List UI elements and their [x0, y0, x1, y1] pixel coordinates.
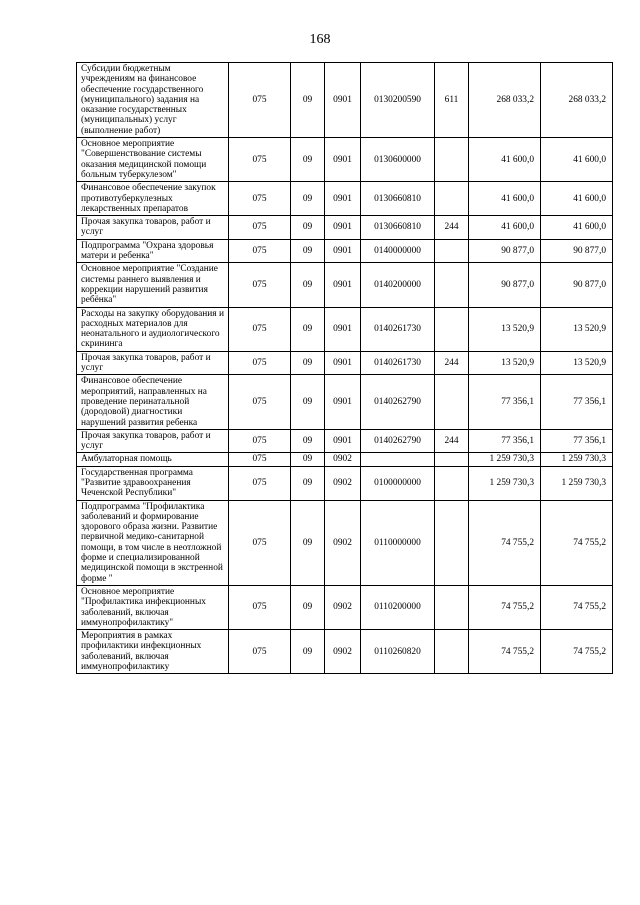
cell-sum-1: 90 877,0: [469, 263, 541, 307]
cell-section: 09: [291, 500, 325, 585]
cell-sum-2: 77 356,1: [541, 429, 613, 453]
cell-section: 09: [291, 138, 325, 182]
cell-ministry: 075: [229, 263, 291, 307]
cell-vr: [435, 138, 469, 182]
cell-subsection: 0902: [325, 630, 361, 674]
cell-target: 0110200000: [361, 585, 435, 629]
table-row: [77, 375, 613, 429]
cell-sum-1: 13 520,9: [469, 307, 541, 351]
cell-target: 0130660810: [361, 182, 435, 216]
cell-sum-1: 1 259 730,3: [469, 453, 541, 466]
cell-target: 0140261730: [361, 351, 435, 375]
cell-subsection: 0902: [325, 466, 361, 500]
cell-sum-2: 41 600,0: [541, 182, 613, 216]
cell-section: 09: [291, 375, 325, 429]
cell-section: 09: [291, 630, 325, 674]
cell-ministry: 075: [229, 351, 291, 375]
cell-sum-1: 41 600,0: [469, 138, 541, 182]
cell-name: Финансовое обеспечение закупок противотуберкулезных лекарственных препаратов: [77, 182, 229, 216]
cell-target: 0110260820: [361, 630, 435, 674]
cell-subsection: 0901: [325, 375, 361, 429]
cell-target: 0140200000: [361, 263, 435, 307]
cell-section: 09: [291, 466, 325, 500]
cell-sum-1: 41 600,0: [469, 216, 541, 240]
cell-subsection: 0901: [325, 263, 361, 307]
cell-section: 09: [291, 63, 325, 138]
cell-sum-1: 1 259 730,3: [469, 466, 541, 500]
cell-subsection: 0902: [325, 453, 361, 466]
budget-table: [76, 62, 613, 674]
cell-vr: [435, 585, 469, 629]
table-row: [77, 239, 613, 263]
cell-sum-2: 41 600,0: [541, 138, 613, 182]
cell-target: 0130200590: [361, 63, 435, 138]
cell-ministry: 075: [229, 453, 291, 466]
cell-name: Мероприятия в рамках профилактики инфекционных заболеваний, включая иммунопрофилактику: [77, 630, 229, 674]
table-row: [77, 453, 613, 466]
cell-target: 0140261730: [361, 307, 435, 351]
cell-name: Подпрограмма "Профилактика заболеваний и формирование здорового образа жизни. Развитие первичной медико-санитарной помощи, в том числе в неотложной форме и специализированной медицинской помощи в экстренной форме ": [77, 500, 229, 585]
cell-name: Амбулаторная помощь: [77, 453, 229, 466]
table-row: [77, 351, 613, 375]
cell-subsection: 0901: [325, 429, 361, 453]
cell-sum-2: 74 755,2: [541, 500, 613, 585]
table-row: [77, 63, 613, 138]
cell-sum-2: 1 259 730,3: [541, 453, 613, 466]
cell-section: 09: [291, 429, 325, 453]
cell-sum-1: 74 755,2: [469, 585, 541, 629]
cell-subsection: 0901: [325, 63, 361, 138]
cell-ministry: 075: [229, 630, 291, 674]
cell-subsection: 0901: [325, 138, 361, 182]
cell-sum-1: 74 755,2: [469, 500, 541, 585]
cell-name: Подпрограмма "Охрана здоровья матери и ребенка": [77, 239, 229, 263]
cell-vr: [435, 375, 469, 429]
table-row: [77, 500, 613, 585]
cell-ministry: 075: [229, 375, 291, 429]
cell-sum-2: 90 877,0: [541, 239, 613, 263]
cell-ministry: 075: [229, 63, 291, 138]
table-row: [77, 429, 613, 453]
cell-subsection: 0901: [325, 307, 361, 351]
cell-vr: 611: [435, 63, 469, 138]
cell-name: Расходы на закупку оборудования и расходных материалов для неонатального и аудиологического скрининга: [77, 307, 229, 351]
cell-name: Основное мероприятие "Профилактика инфекционных заболеваний, включая иммунопрофилактику": [77, 585, 229, 629]
cell-subsection: 0901: [325, 351, 361, 375]
cell-section: 09: [291, 216, 325, 240]
cell-vr: 244: [435, 351, 469, 375]
cell-section: 09: [291, 263, 325, 307]
table-row: [77, 182, 613, 216]
cell-sum-2: 77 356,1: [541, 375, 613, 429]
cell-section: 09: [291, 239, 325, 263]
cell-ministry: 075: [229, 466, 291, 500]
cell-vr: [435, 182, 469, 216]
cell-target: 0100000000: [361, 466, 435, 500]
cell-subsection: 0901: [325, 216, 361, 240]
cell-vr: [435, 239, 469, 263]
cell-target: [361, 453, 435, 466]
cell-section: 09: [291, 351, 325, 375]
cell-target: 0130600000: [361, 138, 435, 182]
cell-ministry: 075: [229, 307, 291, 351]
cell-sum-1: 268 033,2: [469, 63, 541, 138]
cell-section: 09: [291, 307, 325, 351]
cell-target: 0140262790: [361, 429, 435, 453]
cell-vr: 244: [435, 216, 469, 240]
cell-section: 09: [291, 585, 325, 629]
cell-sum-2: 13 520,9: [541, 351, 613, 375]
cell-sum-1: 13 520,9: [469, 351, 541, 375]
table-row: [77, 466, 613, 500]
cell-sum-1: 77 356,1: [469, 375, 541, 429]
cell-vr: 244: [435, 429, 469, 453]
cell-subsection: 0902: [325, 500, 361, 585]
cell-ministry: 075: [229, 216, 291, 240]
cell-name: Финансовое обеспечение мероприятий, направленных на проведение перинатальной (дородовой) диагностики нарушений развития ребенка: [77, 375, 229, 429]
cell-target: 0130660810: [361, 216, 435, 240]
table-row: [77, 263, 613, 307]
cell-name: Субсидии бюджетным учреждениям на финансовое обеспечение государственного (муниципального) задания на оказание государственных (муниципальных) услуг (выполнение работ): [77, 63, 229, 138]
table-row: [77, 585, 613, 629]
cell-ministry: 075: [229, 138, 291, 182]
cell-vr: [435, 630, 469, 674]
cell-sum-2: 41 600,0: [541, 216, 613, 240]
cell-target: 0140262790: [361, 375, 435, 429]
cell-name: Основное мероприятие "Создание системы раннего выявления и коррекции нарушений развития ребёнка": [77, 263, 229, 307]
cell-sum-2: 74 755,2: [541, 630, 613, 674]
cell-vr: [435, 466, 469, 500]
cell-sum-1: 90 877,0: [469, 239, 541, 263]
cell-ministry: 075: [229, 182, 291, 216]
cell-ministry: 075: [229, 500, 291, 585]
cell-vr: [435, 500, 469, 585]
cell-name: Государственная программа "Развитие здравоохранения Чеченской Республики": [77, 466, 229, 500]
cell-sum-2: 1 259 730,3: [541, 466, 613, 500]
cell-vr: [435, 453, 469, 466]
cell-sum-2: 268 033,2: [541, 63, 613, 138]
cell-section: 09: [291, 453, 325, 466]
table-row: [77, 216, 613, 240]
cell-name: Основное мероприятие "Совершенствование системы оказания медицинской помощи больным туберкулезом": [77, 138, 229, 182]
cell-name: Прочая закупка товаров, работ и услуг: [77, 429, 229, 453]
table-row: [77, 138, 613, 182]
cell-sum-1: 41 600,0: [469, 182, 541, 216]
cell-sum-2: 74 755,2: [541, 585, 613, 629]
cell-sum-1: 77 356,1: [469, 429, 541, 453]
cell-target: 0110000000: [361, 500, 435, 585]
cell-vr: [435, 263, 469, 307]
cell-ministry: 075: [229, 239, 291, 263]
cell-subsection: 0901: [325, 239, 361, 263]
cell-name: Прочая закупка товаров, работ и услуг: [77, 216, 229, 240]
cell-ministry: 075: [229, 429, 291, 453]
cell-subsection: 0902: [325, 585, 361, 629]
cell-sum-1: 74 755,2: [469, 630, 541, 674]
cell-subsection: 0901: [325, 182, 361, 216]
cell-sum-2: 13 520,9: [541, 307, 613, 351]
cell-target: 0140000000: [361, 239, 435, 263]
table-row: [77, 307, 613, 351]
cell-sum-2: 90 877,0: [541, 263, 613, 307]
cell-vr: [435, 307, 469, 351]
cell-ministry: 075: [229, 585, 291, 629]
table-row: [77, 630, 613, 674]
page-number: 168: [309, 32, 331, 47]
cell-section: 09: [291, 182, 325, 216]
budget-table-body: [77, 63, 613, 674]
cell-name: Прочая закупка товаров, работ и услуг: [77, 351, 229, 375]
